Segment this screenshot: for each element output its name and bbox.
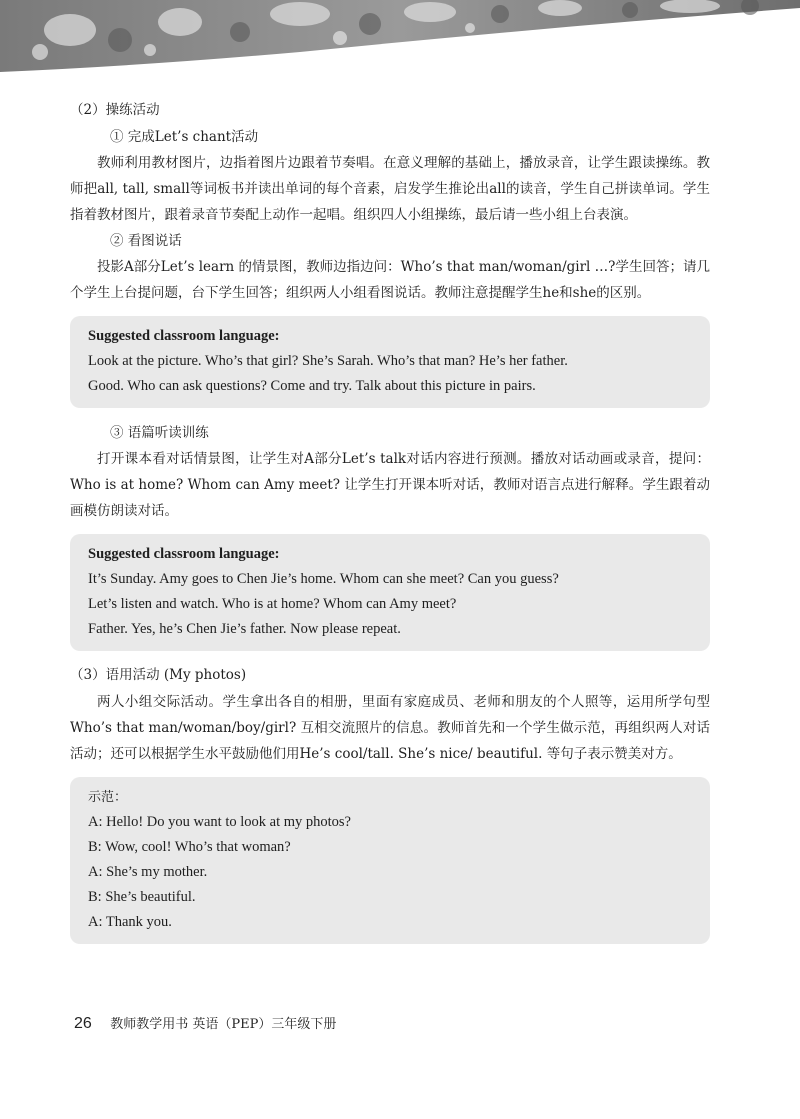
page-number: 26 (74, 1015, 92, 1032)
page-footer (74, 1013, 336, 1033)
item-2-title: ② 看图说话 (110, 233, 182, 249)
item-1-paragraph: 教师利用教材图片，边指着图片边跟着节奏唱。在意义理解的基础上，播放录音，让学生跟读操练。教师把all, tall, small等词板书并读出单词的每个音素，启发学生推论出all的读音，学生自己拼读单词。学生指着教材图片，跟着录音节奏配上动作一起唱。组织四人小组操练，最后请一些小组上台表演。 (70, 155, 710, 223)
suggested-language-box-1 (70, 316, 710, 408)
page-content (70, 98, 710, 956)
box-1-title: Suggested classroom language: (88, 328, 280, 344)
dialogue-line: B: Wow, cool! Who’s that woman? (88, 839, 291, 855)
dialogue-line: B: She’s beautiful. (88, 889, 196, 905)
floral-banner-image (0, 0, 800, 78)
section-2-heading: （2）操练活动 (70, 102, 160, 118)
item-3-title: ③ 语篇听读训练 (110, 425, 209, 441)
item-2-paragraph: 投影A部分Let’s learn 的情景图，教师边指边问：Who’s that man/woman/girl …?学生回答；请几个学生上台提问题，台下学生回答；组织两人小组看图说话。教师注意提醒学生he和she的区别。 (70, 259, 710, 301)
item-1-title: ① 完成Let’s chant活动 (110, 129, 259, 145)
book-title: 教师教学用书 英语（PEP）三年级下册 (110, 1017, 337, 1032)
dialogue-line: A: Thank you. (88, 914, 172, 930)
suggested-language-box-2 (70, 534, 710, 651)
dialogue-line: A: Hello! Do you want to look at my photos? (88, 814, 351, 830)
box-2-line: It’s Sunday. Amy goes to Chen Jie’s home. Whom can she meet? Can you guess? (88, 571, 559, 587)
dialogue-line: A: She’s my mother. (88, 864, 208, 880)
box-1-line: Good. Who can ask questions? Come and try. Talk about this picture in pairs. (88, 378, 536, 394)
demo-label: 示范： (88, 790, 128, 805)
section-3-paragraph: 两人小组交际活动。学生拿出各自的相册，里面有家庭成员、老师和朋友的个人照等，运用所学句型Who’s that man/woman/boy/girl? 互相交流照片的信息。教师首先和一个学生做示范，再组织两人对话活动；还可以根据学生水平鼓励他们用He’s cool/tall. She’s nice/ beautiful. 等句子表示赞美对方。 (70, 694, 710, 762)
demo-dialogue-box (70, 777, 710, 944)
header-banner (0, 0, 800, 78)
box-2-title: Suggested classroom language: (88, 546, 280, 562)
item-3-paragraph: 打开课本看对话情景图，让学生对A部分Let’s talk对话内容进行预测。播放对话动画或录音，提问：Who is at home? Whom can Amy meet? 让学生打开课本听对话，教师对语言点进行解释。学生跟着动画模仿朗读对话。 (70, 451, 710, 519)
section-3-heading: （3）语用活动 (My photos) (70, 667, 247, 683)
box-2-line: Father. Yes, he’s Chen Jie’s father. Now please repeat. (88, 621, 401, 637)
box-1-line: Look at the picture. Who’s that girl? She’s Sarah. Who’s that man? He’s her father. (88, 353, 568, 369)
box-2-line: Let’s listen and watch. Who is at home? Whom can Amy meet? (88, 596, 457, 612)
